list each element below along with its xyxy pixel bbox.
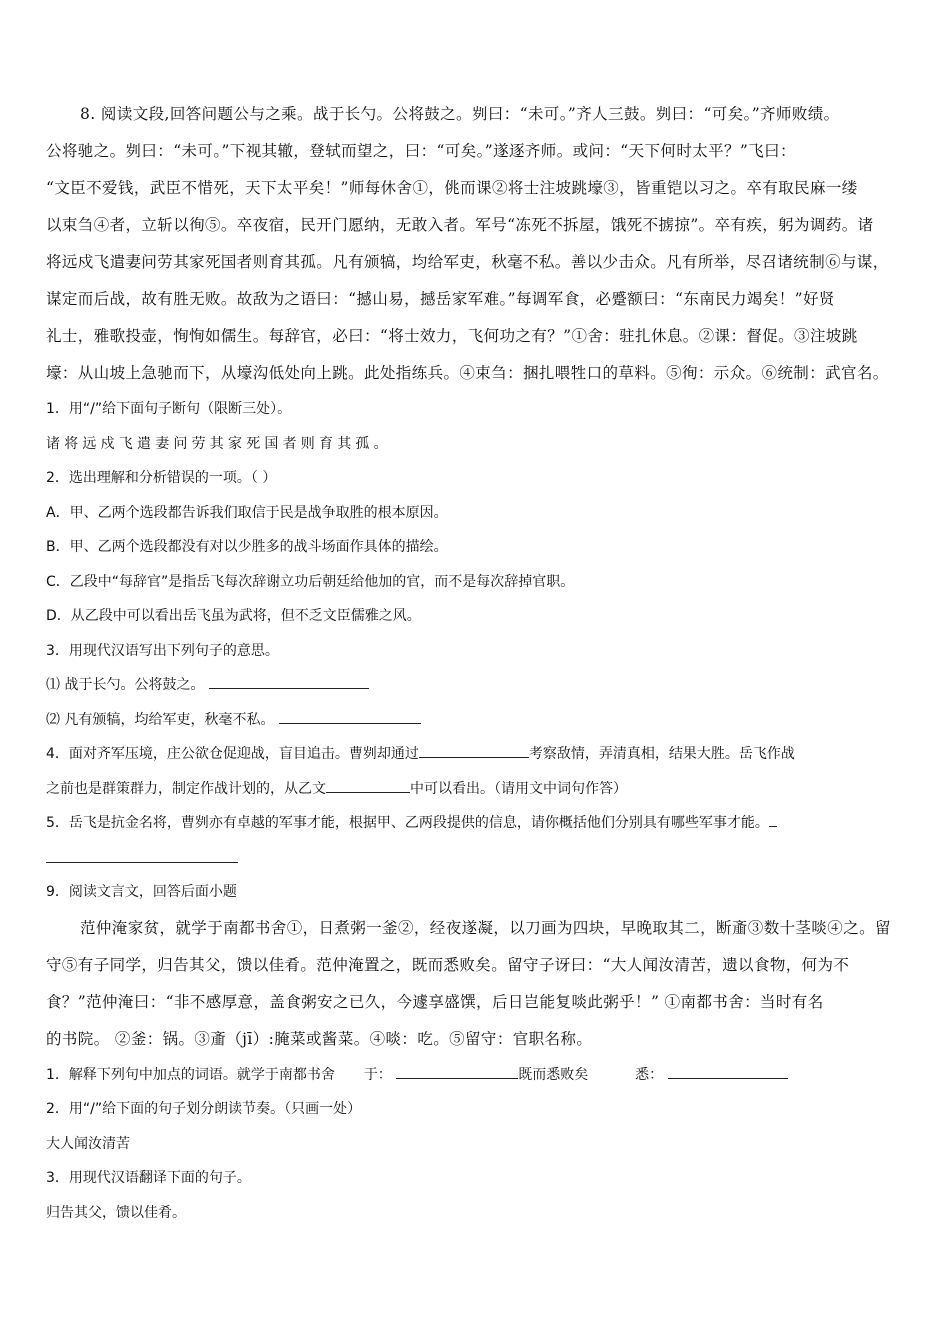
q4-text: 中可以看出。（请用文中词句作答）	[410, 780, 627, 797]
s9-question-3: 3．用现代汉语翻译下面的句子。	[46, 1170, 251, 1186]
question-5-answer-line	[46, 841, 916, 876]
passage-line: 守⑤有子同学，归告其父，馈以佳肴。范仲淹置之，既而悉败矣。留守子讶曰：“大人闻汝清苦，遗以食物，何为不	[46, 955, 850, 974]
q1-label: 1．解释下列句中加点的词语。就学于南都书舍	[46, 1066, 335, 1083]
passage-line: “文臣不爱钱，武臣不惜死，天下太平矣！”师每休舍①，佻而课②将士注坡跳壕③，皆重铠以习之。卒有取民麻一缕	[46, 179, 858, 197]
answer-blank[interactable]	[769, 812, 777, 827]
passage-line: 将远戍飞遣妻问劳其家死国者则育其孤。凡有颁犒，均给军吏，秋毫不私。善以少击众。凡有所举，尽召诸统制⑥与谋，	[46, 253, 889, 271]
passage-line: 谋定而后战，故有胜无败。故敌为之语曰：“撼山易，撼岳家军难。”每调军食，必蹙额曰：“东南民力竭矣！”好贤	[46, 290, 835, 308]
answer-blank[interactable]	[46, 848, 238, 863]
question-3-item-2	[46, 703, 916, 738]
passage-line: 壕：从山坡上急驰而下，从壕沟低处向上跳。此处指练兵。④束刍：捆扎喂牲口的草料。⑤徇：示众。⑥统制：武官名。	[46, 364, 889, 382]
question-3-item-1	[46, 668, 916, 703]
section-8-questions	[46, 392, 916, 875]
question-4-line-2	[46, 772, 916, 807]
q1-word2-label: 悉：	[635, 1066, 664, 1083]
passage-line: 的书院。 ②釜：锅。③齑（jī）:腌菜或酱菜。④啖：吃。⑤留守：官职名称。	[46, 1029, 593, 1048]
answer-blank[interactable]	[279, 709, 421, 724]
s9-question-1	[46, 1058, 916, 1093]
passage-line: 范仲淹家贫，就学于南都书舍①，日煮粥一釜②，经夜遂凝，以刀画为四块，早晚取其二，断齑③数十茎啖④之。留	[80, 918, 891, 937]
question-4-line-1	[46, 737, 916, 772]
s9-question-3-sentence: 归告其父，馈以佳肴。	[46, 1204, 186, 1221]
passage-line: 以束刍④者，立斩以徇⑤。卒夜宿，民开门愿纳，无敢入者。军号“冻死不拆屋，饿死不掳掠”。卒有疾，躬为调药。诸	[46, 216, 874, 234]
answer-blank[interactable]	[419, 743, 529, 758]
question-5	[46, 806, 916, 841]
question-2: 2．选出理解和分析错误的一项。（ ）	[46, 470, 277, 486]
q1-word1-label: 于：	[363, 1066, 392, 1083]
answer-blank[interactable]	[396, 1064, 518, 1079]
option-b: B．甲、乙两个选段都没有对以少胜多的战斗场面作具体的描绘。	[46, 539, 448, 555]
passage-line: 食？”范仲淹曰：“非不感厚意，盖食粥安之已久，今遽享盛馔，后日岂能复啖此粥乎！” ①南都书舍：当时有名	[46, 992, 824, 1011]
section-9	[46, 875, 916, 1230]
question-1: 1．用“/”给下面句子断句（限断三处）。	[46, 401, 292, 417]
passage-line: 8. 阅读文段,回答问题公与之乘。战于长勺。公将鼓之。刿曰：“未可。”齐人三鼓。刿曰：“可矣。”齐师败绩。	[80, 105, 840, 123]
answer-blank[interactable]	[668, 1064, 788, 1079]
q5-text: 5．岳飞是抗金名将，曹刿亦有卓越的军事才能，根据甲、乙两段提供的信息，请你概括他们分别具有哪些军事才能。	[46, 815, 769, 831]
q4-text: 4．面对齐军压境，庄公欲仓促迎战，盲目追击。曹刿却通过	[46, 746, 419, 762]
answer-blank[interactable]	[326, 778, 410, 793]
option-a: A．甲、乙两个选段都告诉我们取信于民是战争取胜的根本原因。	[46, 504, 448, 521]
option-c: C．乙段中“每辞官”是指岳飞每次辞谢立功后朝廷给他加的官，而不是每次辞掉官职。	[46, 573, 575, 590]
document-page	[46, 96, 916, 1230]
section-8-passage	[46, 96, 916, 392]
item-text: ⑵ 凡有颁犒，均给军吏，秋毫不私。	[46, 711, 275, 728]
q4-text: 之前也是群策群力，制定作战计划的，从乙文	[46, 780, 326, 797]
question-1-sentence: 诸将远戍飞遣妻问劳其家死国者则育其孤。	[46, 435, 392, 452]
option-d: D．从乙段中可以看出岳飞虽为武将，但不乏文臣儒雅之风。	[46, 608, 421, 624]
s9-question-2-sentence: 大人闻汝清苦	[46, 1135, 130, 1152]
question-3: 3．用现代汉语写出下列句子的意思。	[46, 642, 279, 659]
item-text: ⑴ 战于长勺。公将鼓之。	[46, 677, 205, 693]
passage-line: 公将驰之。刿曰：“未可。”下视其辙，登轼而望之，曰：“可矣。”遂逐齐师。或问：“天下何时太平？”飞曰：	[46, 142, 796, 160]
s9-question-2: 2．用“/”给下面的句子划分朗读节奏。（只画一处）	[46, 1101, 362, 1117]
answer-blank[interactable]	[209, 674, 369, 689]
q1-mid-text: 既而悉败矣	[518, 1066, 589, 1083]
section-9-title: 9．阅读文言文，回答后面小题	[46, 884, 237, 900]
passage-line: 礼士，雅歌投壶，恂恂如儒生。每辞官，必曰：“将士效力，飞何功之有？”①舍：驻扎休息。②课：督促。③注坡跳	[46, 327, 858, 345]
q4-text: 考察敌情，弄清真相，结果大胜。岳飞作战	[528, 746, 795, 762]
